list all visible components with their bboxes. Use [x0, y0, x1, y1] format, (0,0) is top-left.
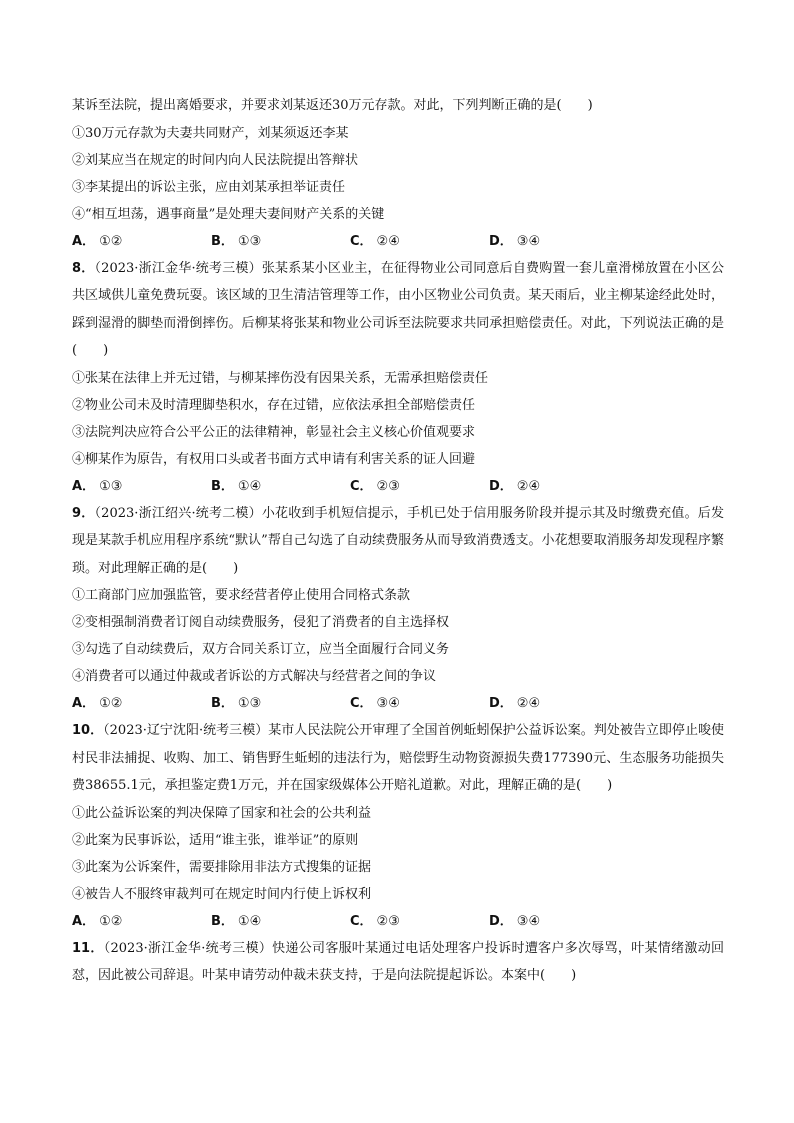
q7-choice-d: D． ③④: [489, 233, 541, 249]
q10-stem: 10．（2023·辽宁沈阳·统考三模）某市人民法院公开审理了全国首例蚯蚓保护公益诉讼案。判处被告立即停止唆使村民非法捕捉、收购、加工、销售野生蚯蚓的违法行为，赔偿野生动物资源损失费177390元、生态服务功能损失费38655.1元，承担鉴定费1万元，并在国家级媒体公开赔礼道歉。对此，理解正确的是( ): [72, 723, 724, 793]
q9-option-3: ③勾选了自动续费后，双方合同关系订立，应当全面履行合同义务: [72, 642, 450, 657]
q9-choice-b: B． ①③: [211, 696, 262, 711]
q9-option-2: ②变相强制消费者订阅自动续费服务，侵犯了消费者的自主选择权: [72, 615, 450, 630]
q10-choice-d: D． ③④: [489, 913, 541, 929]
q10-choice-b: B． ①④: [211, 913, 262, 929]
q10-choice-c: C． ②③: [350, 913, 400, 929]
q8-option-3: ③法院判决应符合公平公正的法律精神，彰显社会主义核心价值观要求: [72, 424, 476, 440]
q8-choice-c: C． ②③: [350, 478, 400, 494]
q8-choice-d: D． ②④: [489, 478, 541, 494]
q11-number: 11．: [72, 940, 104, 956]
q7-option-2: ②刘某应当在规定的时间内向人民法院提出答辩状: [72, 152, 359, 168]
q9-option-4: ④消费者可以通过仲裁或者诉讼的方式解决与经营者之间的争议: [72, 669, 437, 684]
q8-number: 8．: [72, 260, 95, 276]
q10-choice-a: A． ①②: [72, 913, 123, 929]
q11-stem: 11．（2023·浙江金华·统考三模）快递公司客服叶某通过电话处理客户投诉时遭客户多次辱骂，叶某情绪激动回怼，因此被公司辞退。叶某申请劳动仲裁未获支持，于是向法院提起诉讼。本案中( ): [72, 940, 725, 983]
q7-choice-a: A． ①②: [72, 233, 123, 249]
q7-option-3: ③李某提出的诉讼主张，应由刘某承担举证责任: [72, 179, 346, 195]
q10-option-1: ①此公益诉讼案的判决保障了国家和社会的公共利益: [72, 805, 372, 821]
q9-choice-c: C． ③④: [350, 696, 400, 711]
q10-choices: [72, 908, 724, 935]
q8-choice-a: A． ①③: [72, 478, 123, 494]
q10-option-2: ②此案为民事诉讼，适用“谁主张，谁举证”的原则: [72, 832, 359, 848]
q8-stem: 8．（2023·浙江金华·统考三模）张某系某小区业主，在征得物业公司同意后自费购置一套儿童滑梯放置在小区公共区域供儿童免费玩耍。该区域的卫生清洁管理等工作，由小区物业公司负责。某天雨后，业主柳某途经此处时，踩到湿滑的脚垫而滑倒摔伤。后柳某将张某和物业公司诉至法院要求共同承担赔偿责任。对此，下列说法正确的是( ): [72, 260, 724, 358]
q7-choices: [72, 228, 724, 255]
q10-option-3: ③此案为公诉案件，需要排除用非法方式搜集的证据: [72, 859, 372, 875]
q7-stem: 某诉至法院，提出离婚要求，并要求刘某返还30万元存款。对此，下列判断正确的是( ): [72, 98, 593, 113]
q8-choices: [72, 473, 724, 500]
q9-stem: 9．（2023·浙江绍兴·统考二模）小花收到手机短信提示，手机已处于信用服务阶段并提示其及时缴费充值。后发现是某款手机应用程序系统“默认”帮自己勾选了自动续费服务从而导致消费透支。小花想要取消服务却发现程序繁琐。对此理解正确的是( ): [72, 505, 724, 576]
q7-choice-c: C． ②④: [350, 233, 400, 249]
q9-choice-a: A． ①②: [72, 696, 123, 711]
q9-choices: [72, 690, 724, 717]
q7-option-1: ①30万元存款为夫妻共同财产，刘某须返还李某: [72, 125, 349, 141]
question-content: [72, 92, 724, 990]
q9-choice-d: D． ②④: [489, 696, 541, 711]
q8-option-1: ①张某在法律上并无过错，与柳某摔伤没有因果关系，无需承担赔偿责任: [72, 370, 489, 386]
q8-choice-b: B． ①④: [211, 478, 262, 494]
q9-option-1: ①工商部门应加强监管，要求经营者停止使用合同格式条款: [72, 588, 411, 603]
q8-option-2: ②物业公司未及时清理脚垫积水，存在过错，应依法承担全部赔偿责任: [72, 397, 476, 413]
q8-option-4: ④柳某作为原告，有权用口头或者书面方式申请有利害关系的证人回避: [72, 451, 476, 467]
q7-option-4: ④“相互坦荡，遇事商量”是处理夫妻间财产关系的关键: [72, 206, 385, 222]
q10-number: 10．: [72, 723, 104, 738]
q9-number: 9．: [72, 505, 95, 521]
q7-choice-b: B． ①③: [211, 233, 262, 249]
q10-option-4: ④被告人不服终审裁判可在规定时间内行使上诉权利: [72, 886, 372, 902]
